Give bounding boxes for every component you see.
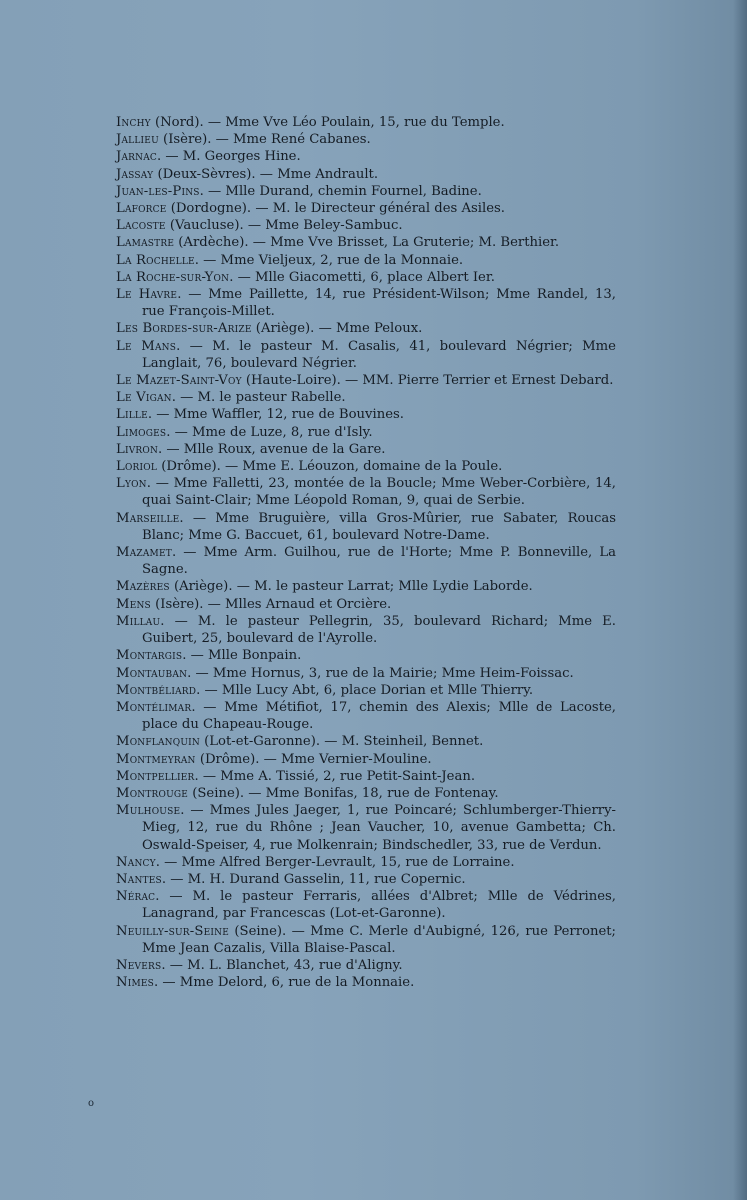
list-item	[116, 286, 616, 320]
list-item	[116, 699, 616, 733]
list-item	[116, 682, 616, 699]
place-name: La Roche-sur-Yon	[116, 269, 230, 285]
entry-detail: . — Mme Métifiot, 17, chemin des Alexis; Mlle de Lacoste, place du Chapeau-Rouge.	[142, 699, 616, 733]
list-item	[116, 510, 616, 544]
entry-detail: (Isère). — Mme René Cabanes.	[158, 132, 371, 148]
entry-detail: (Seine). — Mme Bonifas, 18, rue de Fontenay.	[188, 785, 499, 801]
list-item	[116, 424, 616, 441]
place-name: Lille	[116, 407, 148, 423]
list-item	[116, 768, 616, 785]
place-name: Lacoste	[116, 218, 166, 234]
list-item	[116, 871, 616, 888]
place-name: Nérac	[116, 889, 156, 905]
place-name: Nimes	[116, 975, 155, 991]
place-name: Laforce	[116, 201, 167, 217]
entry-detail: . — Mme Bruguière, villa Gros-Mûrier, rue Sabater, Roucas Blanc; Mme G. Baccuet, 61, boulevard Notre-Dame.	[142, 510, 616, 543]
entry-detail: . — Mme Alfred Berger-Levrault, 15, rue de Lorraine.	[155, 854, 515, 870]
entry-detail: (Ardèche). — Mme Vve Brisset, La Gruterie; M. Berthier.	[174, 235, 560, 251]
list-item	[116, 372, 616, 389]
place-name: Mulhouse	[116, 803, 181, 819]
place-name: Monflanquin	[116, 734, 200, 750]
list-item	[116, 733, 616, 750]
list-item	[116, 234, 616, 251]
entry-detail: . — Mlle Durand, chemin Fournel, Badine.	[199, 183, 482, 199]
entry-detail: . — Mmes Jules Jaeger, 1, rue Poincaré; Schlumberger-Thierry-Mieg, 12, rue du Rhône ; Jean Vaucher, 10, avenue Gambetta; Ch. Oswald-Speiser, 4, rue Molkenrain; Bindschedler, 33, rue de Verdun.	[142, 803, 616, 853]
list-item	[116, 785, 616, 802]
entry-detail: . — Mme Vieljeux, 2, rue de la Monnaie.	[194, 252, 464, 268]
place-name: Mazères	[116, 579, 170, 595]
entry-detail: . — Mlle Roux, avenue de la Gare.	[158, 441, 386, 457]
place-name: Livron	[116, 441, 159, 457]
place-name: Inchy	[116, 115, 151, 130]
list-item	[116, 217, 616, 234]
entry-detail: (Vaucluse). — Mme Beley-Sambuc.	[165, 218, 403, 234]
entry-detail: (Dordogne). — M. le Directeur général des Asiles.	[166, 201, 505, 217]
place-name: Jassay	[116, 166, 154, 182]
entry-detail: (Seine). — Mme C. Merle d'Aubigné, 126, rue Perronet; Mme Jean Cazalis, Villa Blaise-Pascal.	[142, 923, 616, 956]
entry-detail: (Haute-Loire). — MM. Pierre Terrier et Ernest Debard.	[241, 373, 614, 389]
entry-detail: . — Mme Paillette, 14, rue Président-Wilson; Mme Randel, 13, rue François-Millet.	[142, 287, 616, 320]
list-item	[116, 854, 616, 871]
list-item	[116, 974, 616, 991]
entry-detail: (Deux-Sèvres). — Mme Andrault.	[153, 166, 379, 182]
list-item	[116, 475, 616, 509]
list-item	[116, 269, 616, 286]
list-item	[116, 647, 616, 664]
place-name: Montpellier	[116, 768, 195, 784]
list-item	[116, 888, 616, 922]
list-item	[116, 802, 616, 854]
entry-detail: (Isère). — Mlles Arnaud et Orcière.	[150, 596, 392, 612]
list-item	[116, 578, 616, 595]
list-item	[116, 148, 616, 165]
place-name: Montauban	[116, 665, 188, 681]
entry-detail: (Ariège). — M. le pasteur Larrat; Mlle Lydie Laborde.	[169, 579, 533, 595]
entry-detail: . — Mme Hornus, 3, rue de la Mairie; Mme Heim-Foissac.	[187, 665, 574, 681]
entry-detail: . — Mme Delord, 6, rue de la Monnaie.	[154, 975, 415, 991]
place-name: La Rochelle	[116, 252, 195, 268]
entry-detail: . — Mme Arm. Guilhou, rue de l'Horte; Mme P. Bonneville, La Sagne.	[142, 545, 616, 578]
place-name: Nancy	[116, 854, 156, 870]
list-item	[116, 389, 616, 406]
place-name: Mazamet	[116, 545, 172, 561]
page-mark: o	[88, 1098, 95, 1109]
list-item	[116, 923, 616, 957]
place-name: Lyon	[116, 476, 147, 492]
page-edge-shadow	[733, 0, 747, 1200]
place-name: Mens	[116, 596, 151, 612]
entry-detail: . — Mlle Lucy Abt, 6, place Dorian et Mlle Thierry.	[196, 682, 534, 698]
list-item	[116, 131, 616, 148]
entry-detail: . — M. le pasteur M. Casalis, 41, boulevard Négrier; Mme Langlait, 76, boulevard Négrier.	[142, 338, 616, 371]
list-item	[116, 183, 616, 200]
place-name: Jallieu	[116, 132, 159, 148]
place-name: Juan-les-Pins	[116, 183, 200, 199]
place-name: Les Bordes-sur-Arize	[116, 321, 252, 337]
entry-detail: (Nord). — Mme Vve Léo Poulain, 15, rue du Temple.	[150, 115, 505, 130]
list-item	[116, 114, 616, 131]
entry-detail: . — Mme Waffler, 12, rue de Bouvines.	[147, 407, 404, 423]
place-name: Montrouge	[116, 785, 189, 801]
entry-detail: . — Mme A. Tissié, 2, rue Petit-Saint-Jean.	[194, 768, 476, 784]
entry-detail: . — M. L. Blanchet, 43, rue d'Aligny.	[161, 957, 403, 973]
place-name: Montélimar	[116, 699, 192, 715]
place-name: Jarnac	[116, 149, 158, 165]
list-item	[116, 338, 616, 372]
place-name: Le Mans	[116, 338, 177, 354]
place-name: Montargis	[116, 648, 183, 664]
entry-detail: . — M. H. Durand Gasselin, 11, rue Copernic.	[161, 871, 466, 887]
place-name: Nantes	[116, 871, 162, 887]
entry-detail: . — M. le pasteur Rabelle.	[171, 390, 346, 406]
entry-detail: . — Mme Falletti, 23, montée de la Boucle; Mme Weber-Corbière, 14, quai Saint-Clair; Mme Léopold Roman, 9, quai de Serbie.	[142, 476, 616, 509]
place-name: Montmeyran	[116, 751, 196, 767]
entry-detail: (Lot-et-Garonne). — M. Steinheil, Bennet.	[199, 734, 484, 750]
entry-detail: . — M. Georges Hine.	[157, 149, 301, 165]
entry-detail: (Ariège). — Mme Peloux.	[251, 321, 423, 337]
address-list	[116, 114, 616, 991]
list-item	[116, 252, 616, 269]
place-name: Marseille	[116, 510, 180, 526]
list-item	[116, 596, 616, 613]
list-item	[116, 751, 616, 768]
place-name: Millau	[116, 613, 161, 629]
list-item	[116, 544, 616, 578]
place-name: Limoges	[116, 424, 167, 440]
place-name: Loriol	[116, 459, 158, 475]
entry-detail: (Drôme). — Mme Vernier-Mouline.	[195, 751, 432, 767]
list-item	[116, 441, 616, 458]
list-item	[116, 957, 616, 974]
entry-detail: . — Mme de Luze, 8, rue d'Isly.	[166, 424, 373, 440]
list-item	[116, 406, 616, 423]
entry-detail: . — Mlle Giacometti, 6, place Albert Ier.	[229, 269, 495, 285]
entry-detail: . — Mlle Bonpain.	[182, 648, 302, 664]
place-name: Le Mazet-Saint-Voy	[116, 373, 242, 389]
entry-detail: (Drôme). — Mme E. Léouzon, domaine de la Poule.	[157, 459, 503, 475]
place-name: Nevers	[116, 957, 162, 973]
list-item	[116, 458, 616, 475]
place-name: Neuilly-sur-Seine	[116, 923, 230, 939]
list-item	[116, 665, 616, 682]
place-name: Montbéliard	[116, 682, 197, 698]
list-item	[116, 613, 616, 647]
place-name: Le Havre	[116, 287, 178, 303]
place-name: Lamastre	[116, 235, 175, 251]
list-item	[116, 166, 616, 183]
list-item	[116, 320, 616, 337]
entry-detail: . — M. le pasteur Ferraris, allées d'Albret; Mlle de Védrines, Lanagrand, par Francescas (Lot-et-Garonne).	[142, 889, 616, 922]
list-item	[116, 200, 616, 217]
entry-detail: . — M. le pasteur Pellegrin, 35, boulevard Richard; Mme E. Guibert, 25, boulevard de l'Ayrolle.	[142, 613, 616, 647]
place-name: Le Vigan	[116, 390, 172, 406]
